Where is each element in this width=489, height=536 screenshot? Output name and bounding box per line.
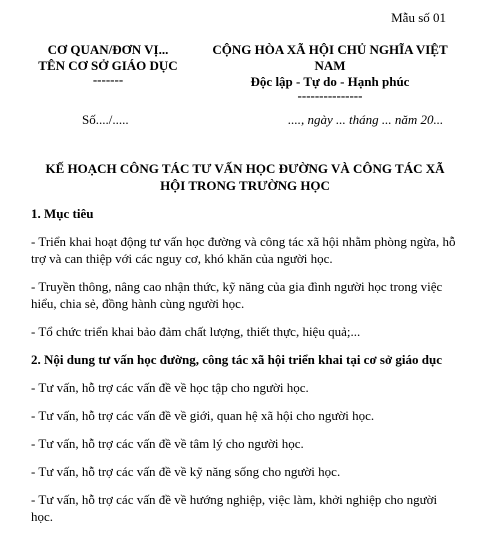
title-line1: KẾ HOẠCH CÔNG TÁC TƯ VẤN HỌC ĐƯỜNG VÀ CÔNG TÁC XÃ — [45, 161, 445, 176]
section-heading-content: 2. Nội dung tư vấn học đường, công tác xã hội triển khai tại cơ sở giáo dục — [31, 352, 442, 367]
agency-separator: ------- — [92, 72, 124, 87]
national-header-block — [196, 42, 464, 102]
objective-item: - Tổ chức triển khai bảo đảm chất lượng, thiết thực, hiệu quả;... — [31, 324, 361, 339]
objective-item: - Truyền thông, nâng cao nhận thức, kỹ năng của gia đình người học trong việc hiểu, chia sẻ, đồng hành cùng người học. — [31, 279, 443, 311]
issuing-agency-block — [28, 42, 188, 86]
motto-separator: --------------- — [297, 88, 363, 103]
content-item: - Tư vấn, hỗ trợ các vấn đề về hướng nghiệp, việc làm, khởi nghiệp cho người học. — [31, 492, 438, 524]
content-item: - Tư vấn, hỗ trợ các vấn đề về giới, quan hệ xã hội cho người học. — [31, 408, 375, 423]
document-title — [30, 160, 460, 194]
country-name-line2: NAM — [314, 58, 346, 73]
country-name-line1: CỘNG HÒA XÃ HỘI CHỦ NGHĨA VIỆT — [212, 42, 448, 57]
objective-item: - Triển khai hoạt động tư vấn học đường và công tác xã hội nhằm phòng ngừa, hỗ trợ và can thiệp với các nguy cơ, khó khăn của người học. — [31, 234, 456, 266]
document-number: Số..../..... — [82, 112, 129, 127]
content-item: - Tư vấn, hỗ trợ các vấn đề về tâm lý cho người học. — [31, 436, 304, 451]
content-item: - Tư vấn, hỗ trợ các vấn đề về kỹ năng sống cho người học. — [31, 464, 341, 479]
place-date: ...., ngày ... tháng ... năm 20... — [288, 112, 444, 127]
title-line2: HỘI TRONG TRƯỜNG HỌC — [160, 178, 330, 193]
national-motto: Độc lập - Tự do - Hạnh phúc — [250, 74, 410, 89]
section-heading-objectives: 1. Mục tiêu — [31, 206, 94, 221]
agency-name: CƠ QUAN/ĐƠN VỊ... — [47, 42, 169, 57]
document-body — [31, 205, 461, 536]
form-number: Mẫu số 01 — [391, 10, 446, 25]
content-item: - Tư vấn, hỗ trợ các vấn đề về học tập cho người học. — [31, 380, 309, 395]
school-name: TÊN CƠ SỞ GIÁO DỤC — [38, 58, 178, 73]
